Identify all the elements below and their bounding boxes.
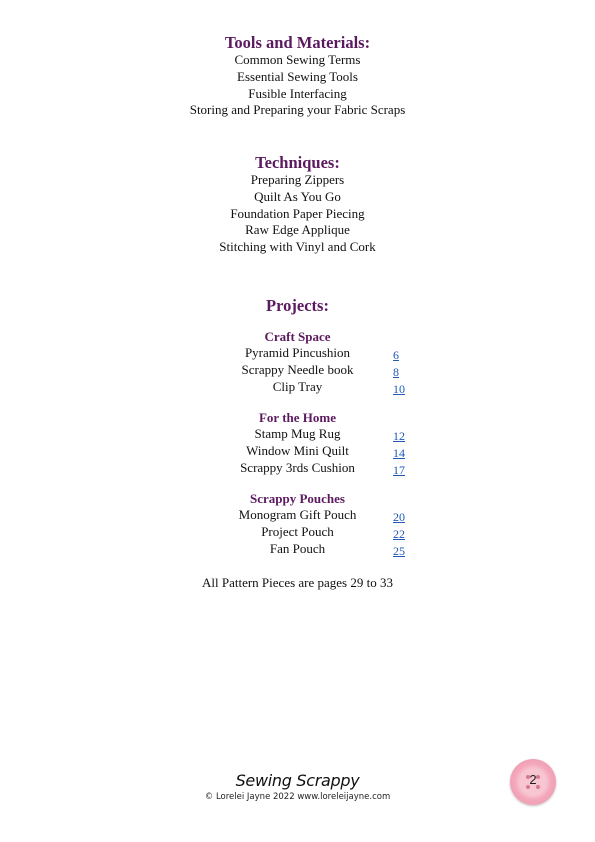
list-item: Raw Edge Applique xyxy=(245,222,350,238)
for-the-home-list xyxy=(0,426,595,476)
page-link[interactable]: 22 xyxy=(393,526,405,541)
techniques-heading: Techniques: xyxy=(255,153,340,172)
project-name: Window Mini Quilt xyxy=(246,442,349,458)
project-name: Clip Tray xyxy=(272,378,323,394)
button-page-badge[interactable] xyxy=(510,759,556,805)
tools-heading: Tools and Materials: xyxy=(224,33,371,52)
project-name: Pyramid Pincushion xyxy=(244,345,351,360)
group-title-scrappy-pouches: Scrappy Pouches xyxy=(250,491,345,506)
page-link[interactable]: 20 xyxy=(393,510,405,524)
pattern-pieces-note: All Pattern Pieces are pages 29 to 33 xyxy=(202,575,393,590)
page-link[interactable]: 14 xyxy=(393,445,405,460)
project-row xyxy=(0,460,595,477)
list-item: Fusible Interfacing xyxy=(248,85,347,101)
project-row xyxy=(0,379,595,396)
group-title-craft-space: Craft Space xyxy=(264,329,331,344)
techniques-list xyxy=(0,172,595,256)
project-row xyxy=(0,362,595,379)
page-link[interactable]: 6 xyxy=(393,348,399,362)
project-name: Fan Pouch xyxy=(269,540,326,556)
list-item: Preparing Zippers xyxy=(250,172,345,187)
projects-heading: Projects: xyxy=(266,296,329,315)
list-item: Essential Sewing Tools xyxy=(237,68,358,84)
list-item: Quilt As You Go xyxy=(254,188,341,204)
project-row xyxy=(0,426,595,443)
tools-list xyxy=(0,52,595,119)
project-name: Scrappy 3rds Cushion xyxy=(240,459,355,475)
project-row xyxy=(0,524,595,541)
project-name: Stamp Mug Rug xyxy=(254,426,341,441)
list-item: Storing and Preparing your Fabric Scraps xyxy=(189,102,406,118)
page-link[interactable]: 10 xyxy=(393,381,405,396)
scrappy-pouches-list xyxy=(0,507,595,557)
list-item: Foundation Paper Piecing xyxy=(230,205,365,221)
page-link[interactable]: 25 xyxy=(393,543,405,558)
project-name: Scrappy Needle book xyxy=(241,361,354,377)
list-item: Stitching with Vinyl and Cork xyxy=(219,239,376,255)
page-link[interactable]: 17 xyxy=(393,462,405,477)
project-row xyxy=(0,443,595,460)
copyright-text: © Lorelei Jayne 2022 www.loreleijayne.com xyxy=(204,792,391,802)
project-row xyxy=(0,345,595,362)
project-row xyxy=(0,507,595,524)
page-number: 2 xyxy=(529,772,537,787)
page-link[interactable]: 8 xyxy=(393,364,399,379)
project-name: Monogram Gift Pouch xyxy=(238,507,357,522)
craft-space-list xyxy=(0,345,595,395)
project-row xyxy=(0,541,595,558)
page-link[interactable]: 12 xyxy=(393,429,405,443)
group-title-for-the-home: For the Home xyxy=(258,410,337,425)
brand-logo-text: Sewing Scrappy xyxy=(235,771,360,790)
list-item: Common Sewing Terms xyxy=(234,52,361,67)
project-name: Project Pouch xyxy=(261,523,334,539)
